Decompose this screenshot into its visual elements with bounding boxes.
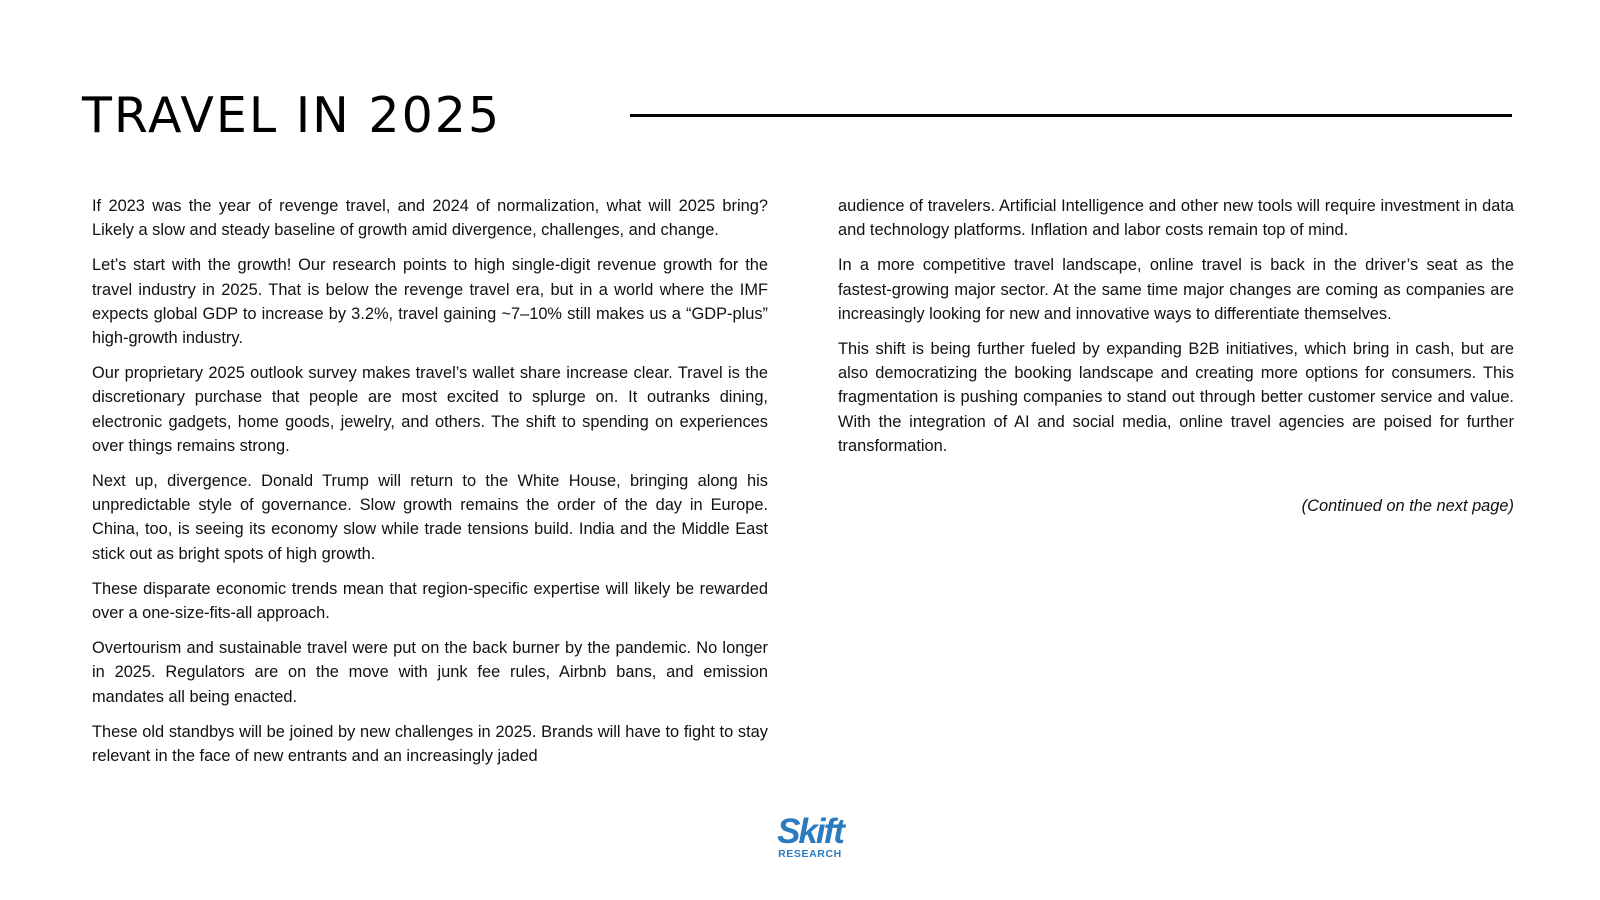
paragraph: Overtourism and sustainable travel were put on the back burner by the pandemic. No longer in 2025. Regulators are on the move with junk fee rules, Airbnb bans, and emission mandates all being enacted. [92,639,768,706]
paragraph: Let’s start with the growth! Our research points to high single-digit revenue growth for the travel industry in 2025. That is below the revenge travel era, but in a world where the IMF expects global GDP to increase by 3.2%, travel gaining ~7–10% still makes us a “GDP-plus” high-growth industry. [92,256,768,348]
logo-wordmark: Skift [777,812,843,851]
page-title: TRAVEL IN 2025 [82,87,502,144]
paragraph: These old standbys will be joined by new challenges in 2025. Brands will have to fight to stay relevant in the face of new entrants and an increasingly jaded [92,722,768,766]
paragraph: This shift is being further fueled by expanding B2B initiatives, which bring in cash, but are also democratizing the booking landscape and creating more options for consumers. This fragmentation is pushing companies to stand out through better customer service and value. With the integration of AI and social media, online travel agencies are poised for further transformation. [838,340,1514,455]
continued-note: (Continued on the next page) [1301,497,1514,516]
left-text-column [92,194,768,779]
title-divider [630,114,1512,117]
skift-research-logo [770,812,850,860]
paragraph: Our proprietary 2025 outlook survey makes travel’s wallet share increase clear. Travel is the discretionary purchase that people are most excited to splurge on. It outranks dining, electronic gadgets, home goods, jewelry, and others. The shift to spending on experiences over things remains strong. [92,364,768,455]
paragraph: In a more competitive travel landscape, online travel is back in the driver’s seat as the fastest-growing major sector. At the same time major changes are coming as companies are increasingly looking for new and innovative ways to differentiate themselves. [838,256,1514,323]
paragraph: If 2023 was the year of revenge travel, and 2024 of normalization, what will 2025 bring? Likely a slow and steady baseline of growth amid divergence, challenges, and change. [92,197,768,240]
paragraph: Next up, divergence. Donald Trump will return to the White House, bringing along his unpredictable style of governance. Slow growth remains the order of the day in Europe. China, too, is seeing its economy slow while trade tensions build. India and the Middle East stick out as bright spots of high growth. [92,472,768,563]
paragraph: audience of travelers. Artificial Intelligence and other new tools will require investment in data and technology platforms. Inflation and labor costs remain top of mind. [838,197,1514,240]
paragraph: These disparate economic trends mean that region-specific expertise will likely be rewarded over a one-size-fits-all approach. [92,579,768,623]
right-text-column [838,194,1514,529]
logo-subtext: RESEARCH [778,848,842,860]
